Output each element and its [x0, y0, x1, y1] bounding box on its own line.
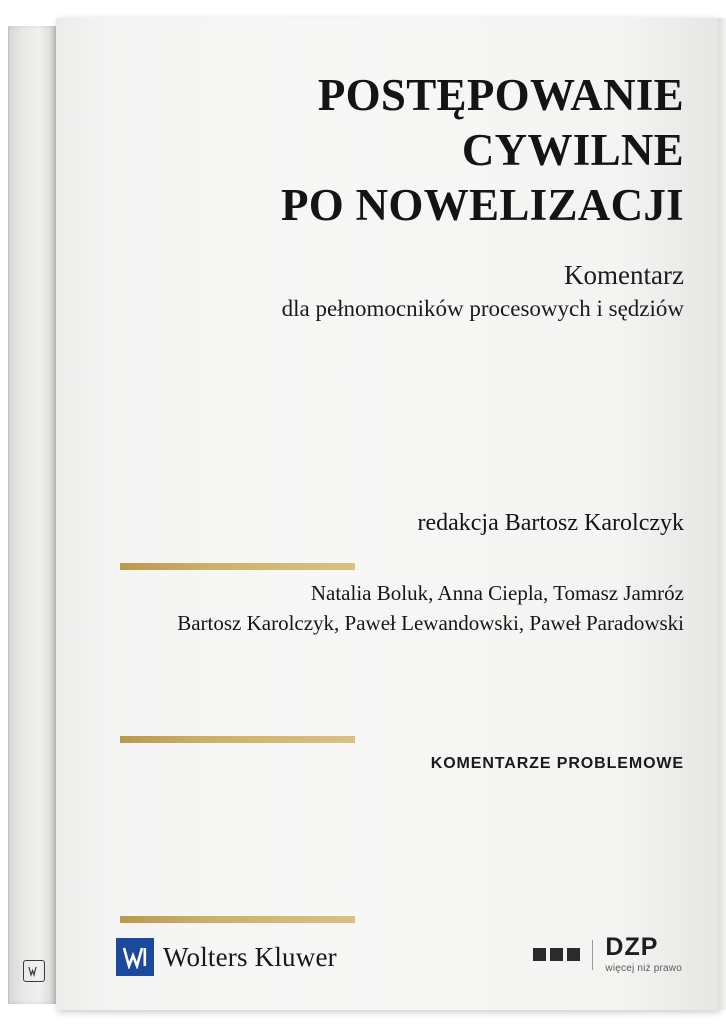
page-title	[124, 68, 684, 233]
book-spine	[8, 26, 57, 1004]
title-line-2: CYWILNE	[461, 124, 684, 175]
partner-tagline: więcej niż prawo	[605, 963, 682, 974]
title-line-3: PO NOWELIZACJI	[280, 179, 684, 230]
logo-divider	[592, 940, 593, 970]
accent-rule-middle	[120, 736, 355, 743]
cover-title-block	[124, 68, 684, 324]
publisher-name: Wolters Kluwer	[163, 941, 337, 972]
series-label: KOMENTARZE PROBLEMOWE	[430, 755, 684, 772]
authors-block	[104, 578, 684, 639]
spine-text	[9, 26, 57, 886]
subtitle-primary: Komentarz	[564, 259, 684, 290]
front-cover	[56, 18, 718, 1010]
publisher-logo	[116, 938, 337, 976]
editor-credit: redakcja Bartosz Karolczyk	[417, 510, 684, 536]
accent-rule-bottom	[120, 916, 355, 923]
partner-logo	[533, 935, 682, 974]
dzp-squares-icon	[533, 948, 580, 961]
authors-line-2: Bartosz Karolczyk, Paweł Lewandowski, Paweł Paradowski	[177, 611, 684, 636]
title-line-1: POSTĘPOWANIE	[317, 70, 684, 120]
wolters-kluwer-spine-icon	[23, 960, 45, 982]
subtitle-secondary: dla pełnomocników procesowych i sędziów	[281, 296, 684, 322]
page-edge	[718, 18, 726, 1010]
authors-line-1: Natalia Boluk, Anna Ciepla, Tomasz Jamróz	[310, 581, 684, 605]
wolters-kluwer-icon	[116, 938, 154, 976]
accent-rule-top	[120, 563, 355, 570]
partner-name: DZP	[605, 933, 659, 961]
